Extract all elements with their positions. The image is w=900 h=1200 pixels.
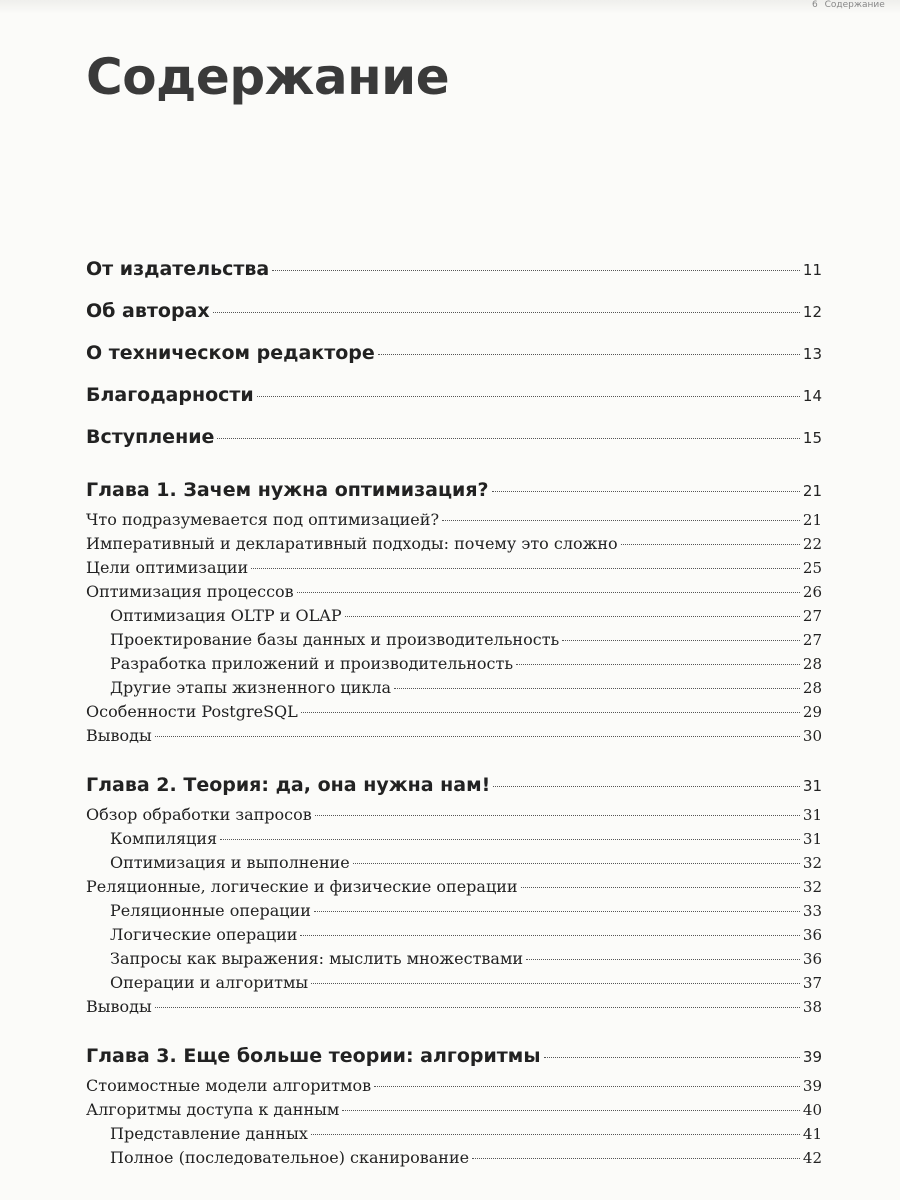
running-header-page-number: 6 bbox=[812, 0, 818, 10]
toc-entry-page: 25 bbox=[802, 559, 822, 577]
leader-dots bbox=[472, 1158, 800, 1159]
toc-entry-page: 21 bbox=[802, 511, 822, 529]
toc-entry-label: Проектирование базы данных и производительность bbox=[110, 630, 560, 649]
toc-entry-page: 37 bbox=[802, 974, 822, 992]
toc-subsection-entry[interactable] bbox=[110, 949, 822, 968]
toc-entry-label: Особенности PostgreSQL bbox=[86, 702, 298, 721]
toc-entry-label: Стоимостные модели алгоритмов bbox=[86, 1076, 372, 1095]
toc-entry-page: 40 bbox=[802, 1101, 822, 1119]
leader-dots bbox=[311, 1134, 800, 1135]
leader-dots bbox=[621, 544, 800, 545]
leader-dots bbox=[257, 396, 800, 397]
leader-dots bbox=[353, 863, 800, 864]
toc-entry-label: Выводы bbox=[86, 997, 152, 1016]
running-header bbox=[812, 0, 885, 10]
toc-section-entry[interactable] bbox=[86, 1100, 822, 1119]
toc-entry-label: Благодарности bbox=[86, 384, 254, 406]
toc-subsection-entry[interactable] bbox=[110, 829, 822, 848]
toc-subsection-entry[interactable] bbox=[110, 1124, 822, 1143]
leader-dots bbox=[544, 1057, 800, 1058]
leader-dots bbox=[220, 839, 800, 840]
toc-entry-label: Полное (последовательное) сканирование bbox=[110, 1148, 470, 1167]
toc-entry-label: Обзор обработки запросов bbox=[86, 805, 312, 824]
toc-subsection-entry[interactable] bbox=[110, 606, 822, 625]
toc-entry-label: Реляционные, логические и физические операции bbox=[86, 877, 518, 896]
leader-dots bbox=[217, 438, 800, 439]
leader-dots bbox=[345, 616, 800, 617]
toc-entry-page: 28 bbox=[802, 655, 822, 673]
toc-entry-label: Выводы bbox=[86, 726, 152, 745]
toc-entry-page: 41 bbox=[802, 1125, 822, 1143]
toc-entry-label: Глава 3. Еще больше теории: алгоритмы bbox=[86, 1045, 541, 1067]
toc-section-entry[interactable] bbox=[86, 726, 822, 745]
toc-section-entry[interactable] bbox=[86, 558, 822, 577]
leader-dots bbox=[251, 568, 800, 569]
leader-dots bbox=[521, 887, 800, 888]
leader-dots bbox=[155, 736, 800, 737]
page-header-strip bbox=[0, 0, 900, 14]
toc-entry-page: 36 bbox=[802, 926, 822, 944]
leader-dots bbox=[311, 983, 800, 984]
toc-entry-page: 11 bbox=[802, 261, 822, 279]
toc-entry-label: Запросы как выражения: мыслить множествами bbox=[110, 949, 524, 968]
leader-dots bbox=[516, 664, 800, 665]
leader-dots bbox=[374, 1086, 800, 1087]
leader-dots bbox=[301, 712, 800, 713]
toc-entry-page: 27 bbox=[802, 631, 822, 649]
toc-entry[interactable] bbox=[86, 342, 822, 364]
toc-entry-label: Оптимизация OLTP и OLAP bbox=[110, 606, 342, 625]
toc-subsection-entry[interactable] bbox=[110, 973, 822, 992]
toc-entry-page: 21 bbox=[802, 482, 822, 500]
toc-entry-label: Операции и алгоритмы bbox=[110, 973, 309, 992]
toc-entry-page: 32 bbox=[802, 854, 822, 872]
toc-entry-page: 39 bbox=[802, 1077, 822, 1095]
toc-entry-label: Что подразумевается под оптимизацией? bbox=[86, 510, 440, 529]
toc-entry-page: 15 bbox=[802, 429, 822, 447]
toc-chapter-entry[interactable] bbox=[86, 479, 822, 501]
toc-section-entry[interactable] bbox=[86, 877, 822, 896]
toc-subsection-entry[interactable] bbox=[110, 630, 822, 649]
toc-entry-page: 32 bbox=[802, 878, 822, 896]
toc-entry-page: 39 bbox=[802, 1048, 822, 1066]
leader-dots bbox=[394, 688, 800, 689]
toc-entry-page: 14 bbox=[802, 387, 822, 405]
toc-entry-page: 28 bbox=[802, 679, 822, 697]
leader-dots bbox=[155, 1007, 800, 1008]
toc-entry[interactable] bbox=[86, 300, 822, 322]
toc-section-entry[interactable] bbox=[86, 805, 822, 824]
toc-entry-page: 33 bbox=[802, 902, 822, 920]
toc-entry-page: 31 bbox=[802, 777, 822, 795]
leader-dots bbox=[442, 520, 800, 521]
toc-entry-label: Логические операции bbox=[110, 925, 298, 944]
toc-entry-page: 29 bbox=[802, 703, 822, 721]
toc-entry[interactable] bbox=[86, 384, 822, 406]
toc-entry-label: Глава 1. Зачем нужна оптимизация? bbox=[86, 479, 489, 501]
toc-entry-label: Другие этапы жизненного цикла bbox=[110, 678, 392, 697]
toc-entry-label: О техническом редакторе bbox=[86, 342, 375, 364]
page-title: Содержание bbox=[86, 48, 450, 106]
leader-dots bbox=[315, 815, 800, 816]
toc-entry-label: Представление данных bbox=[110, 1124, 308, 1143]
toc-subsection-entry[interactable] bbox=[110, 901, 822, 920]
leader-dots bbox=[272, 270, 800, 271]
toc-entry-label: Вступление bbox=[86, 426, 215, 448]
toc-entry-label: Компиляция bbox=[110, 829, 218, 848]
toc-subsection-entry[interactable] bbox=[110, 853, 822, 872]
toc-entry-page: 36 bbox=[802, 950, 822, 968]
leader-dots bbox=[493, 786, 800, 787]
leader-dots bbox=[378, 354, 800, 355]
toc-subsection-entry[interactable] bbox=[110, 654, 822, 673]
toc-subsection-entry[interactable] bbox=[110, 678, 822, 697]
leader-dots bbox=[314, 911, 800, 912]
toc-section-entry[interactable] bbox=[86, 1076, 822, 1095]
toc-entry-page: 31 bbox=[802, 806, 822, 824]
toc-entry-page: 26 bbox=[802, 583, 822, 601]
toc-entry-page: 30 bbox=[802, 727, 822, 745]
toc-entry-label: Об авторах bbox=[86, 300, 210, 322]
toc-entry-page: 22 bbox=[802, 535, 822, 553]
toc-entry-label: Глава 2. Теория: да, она нужна нам! bbox=[86, 774, 491, 796]
toc-subsection-entry[interactable] bbox=[110, 925, 822, 944]
toc-section-entry[interactable] bbox=[86, 582, 822, 601]
toc-entry[interactable] bbox=[86, 258, 822, 280]
toc-section-entry[interactable] bbox=[86, 997, 822, 1016]
leader-dots bbox=[526, 959, 800, 960]
toc-entry-page: 38 bbox=[802, 998, 822, 1016]
leader-dots bbox=[300, 935, 799, 936]
toc-chapter-entry[interactable] bbox=[86, 1045, 822, 1067]
toc-chapter-entry[interactable] bbox=[86, 774, 822, 796]
toc-section-entry[interactable] bbox=[86, 702, 822, 721]
leader-dots bbox=[492, 491, 800, 492]
toc-entry-label: Императивный и декларативный подходы: почему это сложно bbox=[86, 534, 618, 553]
toc-entry-page: 13 bbox=[802, 345, 822, 363]
toc-entry-page: 27 bbox=[802, 607, 822, 625]
toc-entry-label: Оптимизация процессов bbox=[86, 582, 294, 601]
toc-entry-label: Оптимизация и выполнение bbox=[110, 853, 350, 872]
toc-entry[interactable] bbox=[86, 426, 822, 448]
leader-dots bbox=[213, 312, 800, 313]
leader-dots bbox=[562, 640, 800, 641]
toc-entry-label: Цели оптимизации bbox=[86, 558, 249, 577]
leader-dots bbox=[342, 1110, 800, 1111]
toc-entry-page: 12 bbox=[802, 303, 822, 321]
leader-dots bbox=[297, 592, 800, 593]
toc-section-entry[interactable] bbox=[86, 534, 822, 553]
toc-entry-label: Реляционные операции bbox=[110, 901, 311, 920]
running-header-title: Содержание bbox=[824, 0, 885, 10]
toc-section-entry[interactable] bbox=[86, 510, 822, 529]
toc-entry-page: 42 bbox=[802, 1149, 822, 1167]
toc-entry-label: Алгоритмы доступа к данным bbox=[86, 1100, 340, 1119]
toc-entry-page: 31 bbox=[802, 830, 822, 848]
toc-entry-label: От издательства bbox=[86, 258, 270, 280]
toc-entry-label: Разработка приложений и производительность bbox=[110, 654, 514, 673]
toc-subsection-entry[interactable] bbox=[110, 1148, 822, 1167]
